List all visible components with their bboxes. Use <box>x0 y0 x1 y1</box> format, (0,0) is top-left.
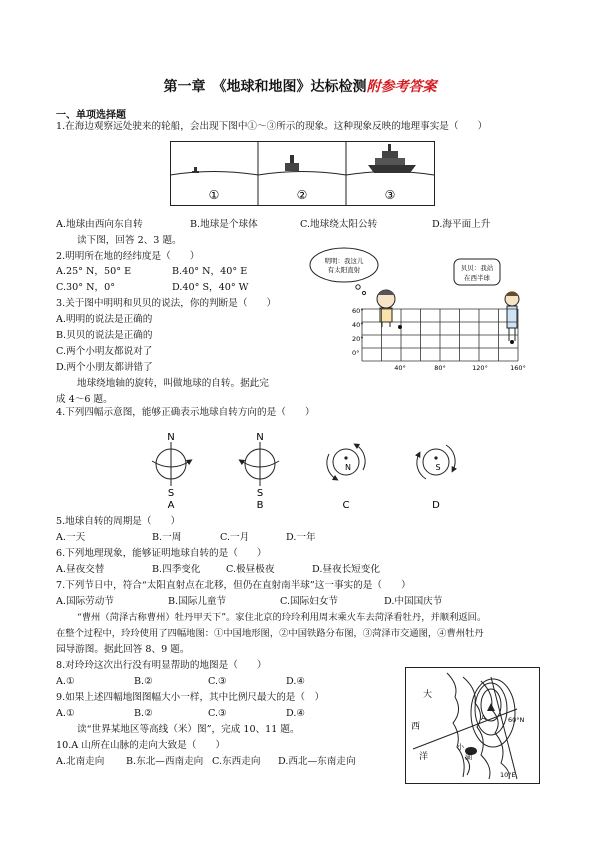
grid-label-x-120: 120° <box>472 364 488 372</box>
q8-option-a[interactable]: A.① <box>56 676 75 687</box>
q8-option-d[interactable]: D.④ <box>286 676 305 687</box>
q10-stem: 10.A 山所在山脉的走向大致是（ ） <box>56 740 226 751</box>
q3-option-d[interactable]: D.两个小朋友都讲错了 <box>56 362 153 373</box>
grid-label-y-0: 0° <box>352 349 360 357</box>
mingming-location-dot <box>398 325 402 329</box>
q9-option-c[interactable]: C.③ <box>208 708 227 719</box>
beibei-speech-1: 贝贝：我站 <box>460 264 494 272</box>
map-label-lat: 60°N <box>508 716 525 724</box>
map-label-xi: 西 <box>411 722 421 732</box>
q2-option-c[interactable]: C.30° N，0° <box>56 282 115 293</box>
mingming-speech-2: 有太阳直射 <box>327 266 361 274</box>
peak-a-label: A <box>481 714 486 722</box>
svg-text:N: N <box>167 432 175 443</box>
svg-text:S: S <box>256 488 264 499</box>
q5-option-b[interactable]: B.一周 <box>152 532 182 543</box>
q1-ship-figure <box>170 141 435 206</box>
mingming-speech-1: 明明：我这儿 <box>324 257 364 265</box>
contour-map <box>405 667 540 784</box>
passage-line2: 在整个过程中，玲玲使用了四幅地图：①中国地形图，②中国铁路分布图，③菏泽市交通图，④曹州牡丹 <box>56 628 484 639</box>
q3-option-c[interactable]: C.两个小明友都说对了 <box>56 346 153 357</box>
q5-option-a[interactable]: A.一天 <box>56 532 86 543</box>
q5-stem: 5.地球自转的周期是（ ） <box>56 516 181 527</box>
q3-option-b[interactable]: B.贝贝的说法是正确的 <box>56 330 153 341</box>
grid-label-y-40: 40° <box>352 321 364 329</box>
q10-option-b[interactable]: B.东北—西南走向 <box>126 756 204 767</box>
q6-option-c[interactable]: C.极昼极夜 <box>226 564 275 575</box>
page-title <box>0 76 600 96</box>
q10-option-c[interactable]: C.东西走向 <box>212 756 261 767</box>
q7-option-d[interactable]: D.中国国庆节 <box>384 596 443 607</box>
figure-b-globe-icon <box>241 432 279 510</box>
q9-stem: 9.如果上述四幅地图图幅大小一样，其中比例尺最大的是（ ） <box>56 692 325 703</box>
q8-option-c[interactable]: C.③ <box>208 676 227 687</box>
mingming-speech-bubble <box>310 248 378 282</box>
figure-d-label: D <box>432 500 440 510</box>
q1-option-c[interactable]: C.地球绕太阳公转 <box>300 219 378 230</box>
mingming-figure-icon <box>377 290 395 327</box>
grid-label-y-60: 60° <box>352 307 364 315</box>
q10-option-a[interactable]: A.北南走向 <box>56 756 105 767</box>
title-answers: 附参考答案 <box>366 79 437 95</box>
q9-option-a[interactable]: A.① <box>56 708 75 719</box>
beibei-speech-2: 在西半球 <box>464 274 490 282</box>
q1-stem: 1.在海边观察远处驶来的轮船，会出现下图中①～③所示的现象。这种现象反映的地理事实是（ ） <box>56 121 488 132</box>
q10-option-d[interactable]: D.西北—东南走向 <box>278 756 356 767</box>
q6-option-a[interactable]: A.昼夜交替 <box>56 564 105 575</box>
rotation-intro-line1: 地球绕地轴的旋转，叫做地球的自转。据此完 <box>77 378 269 389</box>
map-label-lake: 湖 <box>465 753 472 761</box>
q8-stem: 8.对玲玲这次出行没有明显帮助的地图是（ ） <box>56 660 267 671</box>
figure-a-globe-icon <box>152 432 190 510</box>
q6-stem: 6.下列地理现象，能够证明地球自转的是（ ） <box>56 548 267 559</box>
svg-text:S: S <box>435 463 441 472</box>
map-label-da: 大 <box>423 690 433 700</box>
rotation-intro-line2: 成 4～6 题。 <box>56 394 113 405</box>
instruction-2-3: 读下图，回答 2、3 题。 <box>77 235 182 246</box>
grid-label-x-80: 80° <box>434 364 446 372</box>
title-main: 第一章 《地球和地图》达标检测 <box>163 79 367 95</box>
q5-option-d[interactable]: D.一年 <box>286 532 316 543</box>
grid-label-x-160: 160° <box>510 364 526 372</box>
figure-a-label: A <box>167 500 175 510</box>
q4-rotation-figures[interactable] <box>130 428 475 510</box>
figure-d-polar-icon <box>417 445 455 510</box>
q1-option-d[interactable]: D.海平面上升 <box>432 219 491 230</box>
q1-label-2: ② <box>296 188 308 202</box>
figure-b-label: B <box>256 500 264 510</box>
beibei-location-dot <box>510 340 514 344</box>
section-heading: 一、单项选择题 <box>56 110 126 121</box>
figure-c-label: C <box>342 500 350 510</box>
passage-line1: “曹州（菏泽古称曹州）牡丹甲天下”。家住北京的玲玲利用周末乘火车去菏泽看牡丹，并顺利返回。 <box>77 612 487 623</box>
q3-option-a[interactable]: A.明明的说法是正确的 <box>56 314 153 325</box>
q2-option-d[interactable]: D.40° S，40° W <box>172 282 249 293</box>
q7-option-b[interactable]: B.国际儿童节 <box>168 596 227 607</box>
q2-option-a[interactable]: A.25° N，50° E <box>56 266 132 277</box>
q4-stem: 4.下列四幅示意图，能够正确表示地球自转方向的是（ ） <box>56 407 315 418</box>
svg-text:N: N <box>345 463 351 472</box>
q1-option-a[interactable]: A.地球由西向东自转 <box>56 219 143 230</box>
q1-label-3: ③ <box>384 188 396 202</box>
map-label-small: 小 <box>457 743 464 751</box>
beibei-figure-icon <box>505 292 519 342</box>
q2-stem: 2.明明所在地的经纬度是（ ） <box>56 251 200 262</box>
figure-c-polar-icon <box>327 445 365 510</box>
q9-option-b[interactable]: B.② <box>134 708 153 719</box>
map-label-yang: 洋 <box>419 752 429 762</box>
q7-stem: 7.下列节日中，符合“太阳直射点在北移，但仍在直射南半球”这一事实的是（ ） <box>56 580 411 591</box>
q3-stem: 3.关于图中明明和贝贝的说法，你的判断是（ ） <box>56 298 277 309</box>
q6-option-b[interactable]: B.四季变化 <box>152 564 201 575</box>
q1-label-1: ① <box>208 188 220 202</box>
q6-option-d[interactable]: D.昼夜长短变化 <box>312 564 380 575</box>
map-label-lon: 10°E <box>500 771 516 779</box>
q2-option-b[interactable]: B.40° N，40° E <box>172 266 248 277</box>
q1-option-b[interactable]: B.地球是个球体 <box>190 219 258 230</box>
q5-option-c[interactable]: C.一月 <box>220 532 250 543</box>
lat-lon-grid-figure <box>300 243 540 379</box>
q7-option-a[interactable]: A.国际劳动节 <box>56 596 114 607</box>
instruction-10-11: 读“世界某地区等高线（米）图”，完成 10、11 题。 <box>77 724 300 735</box>
grid-label-x-40: 40° <box>394 364 406 372</box>
grid-label-y-20: 20° <box>352 335 364 343</box>
q7-option-c[interactable]: C.国际妇女节 <box>280 596 339 607</box>
passage-line3: 园导游图。据此回答 8、9 题。 <box>56 644 190 655</box>
svg-text:N: N <box>256 432 264 443</box>
svg-text:S: S <box>167 488 175 499</box>
q8-option-b[interactable]: B.② <box>134 676 153 687</box>
q9-option-d[interactable]: D.④ <box>286 708 305 719</box>
